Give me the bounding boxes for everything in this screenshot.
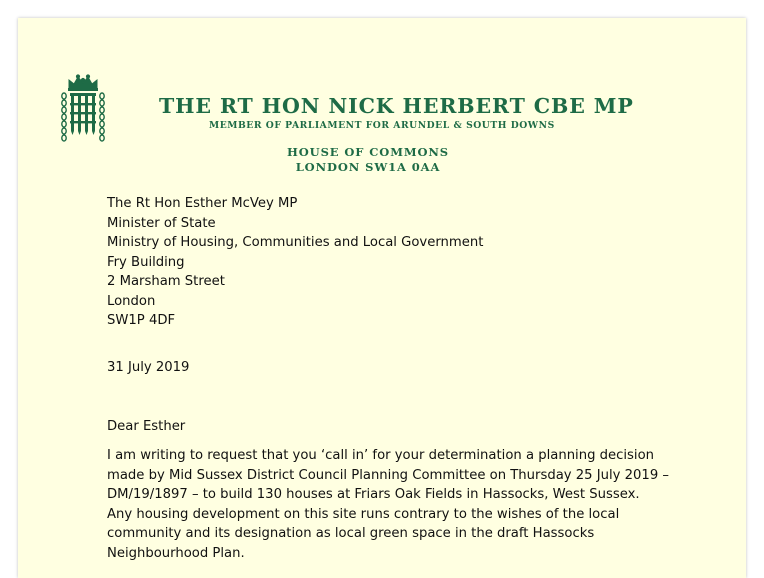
recipient-line: Ministry of Housing, Communities and Local Government [107,235,484,250]
body-line: I am writing to request that you ‘call in’ for your determination a planning decision [107,448,655,463]
letterhead-address: LONDON SW1A 0AA [295,160,441,174]
body-line: Any housing development on this site runs contrary to the wishes of the local [107,506,620,522]
letterhead-name: THE RT HON NICK HERBERT CBE MP [159,94,634,118]
letterhead-subtitle: MEMBER OF PARLIAMENT FOR ARUNDEL & SOUTH DOWNS [209,120,555,131]
body-paragraph [107,446,669,563]
recipient-line: London [107,293,156,309]
recipient-line: SW1P 4DF [107,313,176,328]
recipient-address [107,194,483,331]
recipient-line: Minister of State [107,215,216,231]
body-line: Neighbourhood Plan. [107,545,245,561]
portcullis-icon [60,74,106,152]
body-line: made by Mid Sussex District Council Planning Committee on Thursday 25 July 2019 – [107,467,669,483]
letter-page [18,18,746,578]
recipient-line: 2 Marsham Street [107,274,225,289]
body-line: community and its designation as local green space in the draft Hassocks [107,526,595,541]
letterhead-house: HOUSE OF COMMONS [286,145,450,159]
recipient-line: Fry Building [107,254,185,270]
body-line: DM/19/1897 – to build 130 houses at Friars Oak Fields in Hassocks, West Sussex. [107,487,640,502]
recipient-line: The Rt Hon Esther McVey MP [107,196,298,211]
salutation: Dear Esther [107,419,186,434]
letter-date: 31 July 2019 [107,360,190,375]
